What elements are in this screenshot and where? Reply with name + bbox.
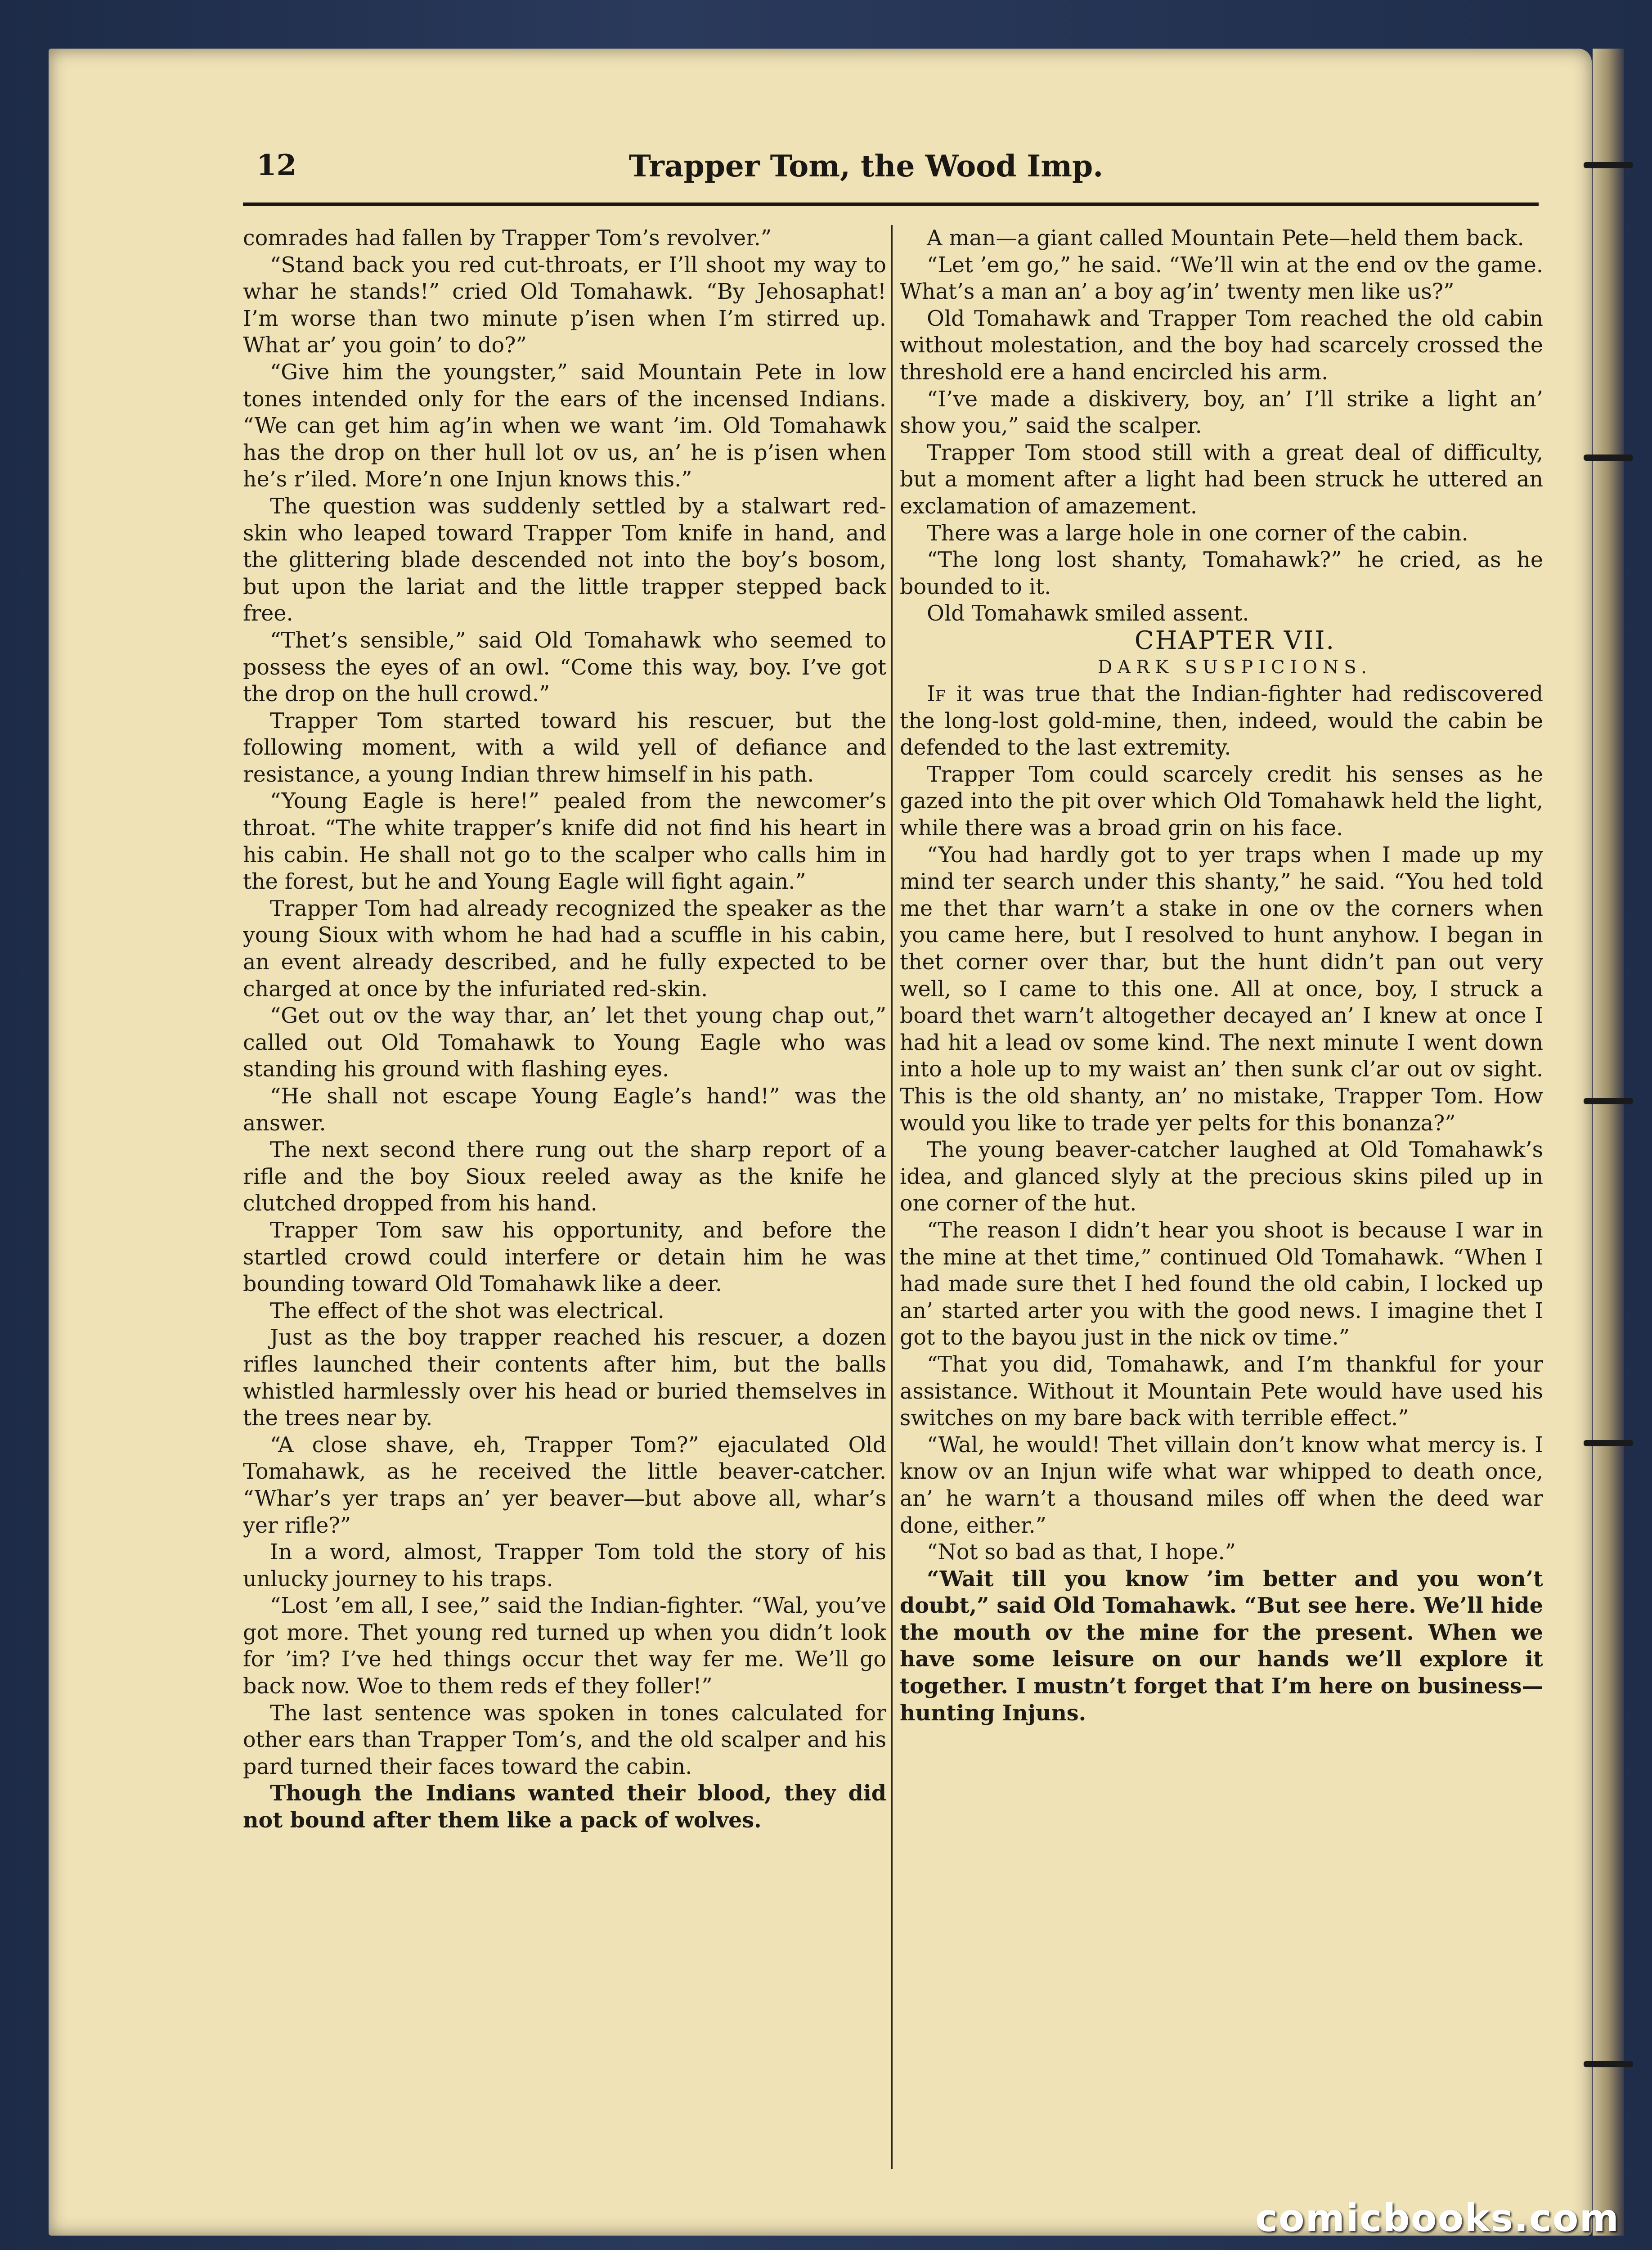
chapter-title: CHAPTER VII. [1134,626,1336,655]
chapter-first-word: If [927,682,946,707]
paragraph: The effect of the shot was electrical. [270,1298,664,1323]
paragraph: “He shall not escape Young Eagle’s hand!” was the answer. [243,1084,886,1136]
binding-stitch [1584,162,1633,168]
paragraph: A man—a giant called Mountain Pete—held them back. [927,226,1524,251]
page-header [193,135,1539,194]
paragraph: “Let ’em go,” he said. “We’ll win at the end ov the game. What’s a man an’ a boy ag’in’ twenty men like us?” [900,252,1543,305]
paragraph: Trapper Tom stood still with a great deal of difficulty, but a moment after a light had been struck he uttered an exclamation of amazement. [900,440,1543,519]
paragraph: “Thet’s sensible,” said Old Tomahawk who seemed to possess the eyes of an owl. “Come this way, boy. I’ve got the drop on the hull crowd.” [243,628,886,707]
right-column [900,225,1543,2169]
paragraph: comrades had fallen by Trapper Tom’s revolver.” [243,226,772,251]
paragraph: The young beaver-catcher laughed at Old Tomahawk’s idea, and glanced slyly at the precious skins piled up in one corner of the hut. [900,1138,1543,1216]
paragraph: Trapper Tom had already recognized the speaker as the young Sioux with whom he had had a scuffle in his cabin, an event already described, and he fully expected to be charged at once by the infuriated red-skin. [243,896,886,1002]
site-watermark: comicbooks.com [1255,2196,1620,2240]
left-column [243,225,886,2169]
paragraph: The question was suddenly settled by a stalwart red-skin who leaped toward Trapper Tom knife in hand, and the glittering blade descended not into the boy’s bosom, but upon the lariat and the little trapper stepped back free. [243,494,886,626]
paragraph: “Give him the youngster,” said Mountain Pete in low tones intended only for the ears of the incensed Indians. “We can get him ag’in when we want ’im. Old Tomahawk has the drop on ther hull lot ov us, an’ he is p’isen when he’s r’iled. More’n one Injun knows this.” [243,360,886,492]
paragraph: “The long lost shanty, Tomahawk?” he cried, as he bounded to it. [900,548,1543,599]
paragraph: The next second there rung out the sharp report of a rifle and the boy Sioux reeled away as the knife he clutched dropped from his hand. [243,1138,886,1216]
paragraph: Though the Indians wanted their blood, they did not bound after them like a pack of wolves. [243,1781,886,1833]
paragraph: Just as the boy trapper reached his rescuer, a dozen rifles launched their contents after him, but the balls whistled harmlessly over his head or buried themselves in the trees near by. [243,1325,886,1431]
paragraph: “Wal, he would! Thet villain don’t know what mercy is. I know ov an Injun wife what war whipped to death once, an’ he warn’t a thousand miles off when the deed war done, either.” [900,1432,1543,1538]
paragraph: “I’ve made a diskivery, boy, an’ I’ll strike a light an’ show you,” said the scalper. [900,387,1543,439]
binding-stitch [1584,1440,1633,1446]
chapter-subtitle: DARK SUSPICIONS. [1098,657,1372,678]
binding-stitch [1584,454,1633,461]
binding-stitch [1584,2061,1633,2067]
paragraph: In a word, almost, Trapper Tom told the story of his unlucky journey to his traps. [243,1540,886,1592]
column-divider [891,225,893,2169]
running-title: Trapper Tom, the Wood Imp. [628,148,1104,184]
paragraph: “Young Eagle is here!” pealed from the newcomer’s throat. “The white trapper’s knife did not find his heart in his cabin. He shall not go to the scalper who calls him in the forest, but he and Young Eagle will fight again.” [243,789,886,895]
paragraph: The last sentence was spoken in tones calculated for other ears than Trapper Tom’s, and the old scalper and his pard turned their faces toward the cabin. [243,1701,886,1779]
page-number: 12 [256,148,297,182]
paragraph: Trapper Tom could scarcely credit his senses as he gazed into the pit over which Old Tomahawk held the light, while there was a broad grin on his face. [900,762,1543,841]
paragraph: “Lost ’em all, I see,” said the Indian-fighter. “Wal, you’ve got more. Thet young red turned up when you didn’t look for ’im? I’ve hed things occur thet way fer me. We’ll go back now. Woe to them reds ef they foller!” [243,1593,886,1699]
paragraph: Old Tomahawk and Trapper Tom reached the old cabin without molestation, and the boy had scarcely crossed the threshold ere a hand encircled his arm. [900,306,1543,385]
header-rule [243,202,1539,206]
paragraph: Old Tomahawk smiled assent. [927,601,1249,626]
paragraph: “Not so bad as that, I hope.” [927,1540,1236,1565]
paragraph: “You had hardly got to yer traps when I made up my mind ter search under this shanty,” he said. “You hed told me thet thar warn’t a stake in one ov the corners when you came here, but I resolved to hunt anyhow. I began in thet corner over thar, but the hunt didn’t pan out very well, so I came to this one. All at once, boy, I struck a board thet warn’t altogether decayed an’ I knew at once I had hit a lead ov some kind. The next minute I went down into a hole up to my waist an’ then sunk cl’ar out ov sight. This is the old shanty, an’ no mistake, Trapper Tom. How would you like to trade yer pelts for this bonanza?” [900,842,1543,1136]
paragraph: There was a large hole in one corner of the cabin. [927,521,1468,546]
paragraph: “That you did, Tomahawk, and I’m thankful for your assistance. Without it Mountain Pete would have used his switches on my bare back with terrible effect.” [900,1352,1543,1431]
paragraph: “Stand back you red cut-throats, er I’ll shoot my way to whar he stands!” cried Old Tomahawk. “By Jehosaphat! I’m worse than two minute p’isen when I’m stirred up. What ar’ you goin’ to do?” [243,252,886,358]
paragraph: Trapper Tom started toward his rescuer, but the following moment, with a wild yell of defiance and resistance, a young Indian threw himself in his path. [243,708,886,787]
paragraph: “Wait till you know ’im better and you won’t doubt,” said Old Tomahawk. “But see here. We’ll hide the mouth ov the mine for the present. When we have some leisure on our hands we’ll explore it together. I mustn’t forget that I’m here on business—hunting Injuns. [900,1566,1543,1726]
paragraph: “Get out ov the way thar, an’ let thet young chap out,” called out Old Tomahawk to Young Eagle who was standing his ground with flashing eyes. [243,1004,886,1082]
binding-stitch [1584,1098,1633,1104]
paragraph: Trapper Tom saw his opportunity, and before the startled crowd could interfere or detain him he was bounding toward Old Tomahawk like a deer. [243,1218,886,1297]
chapter-first-text: it was true that the Indian-fighter had rediscovered the long-lost gold-mine, then, indeed, would the cabin be defended to the last extremity. [900,682,1543,760]
binding-spine [1593,49,1624,2236]
paragraph: “A close shave, eh, Trapper Tom?” ejaculated Old Tomahawk, as he received the little beaver-catcher. “Whar’s yer traps an’ yer beaver—but above all, whar’s yer rifle?” [243,1432,886,1538]
chapter-opening-paragraph [900,681,1543,761]
paragraph: “The reason I didn’t hear you shoot is because I war in the mine at thet time,” continued Old Tomahawk. “When I had made sure thet I hed found the old cabin, I locked up an’ started arter you with the good news. I imagine thet I got to the bayou just in the nick ov time.” [900,1218,1543,1350]
